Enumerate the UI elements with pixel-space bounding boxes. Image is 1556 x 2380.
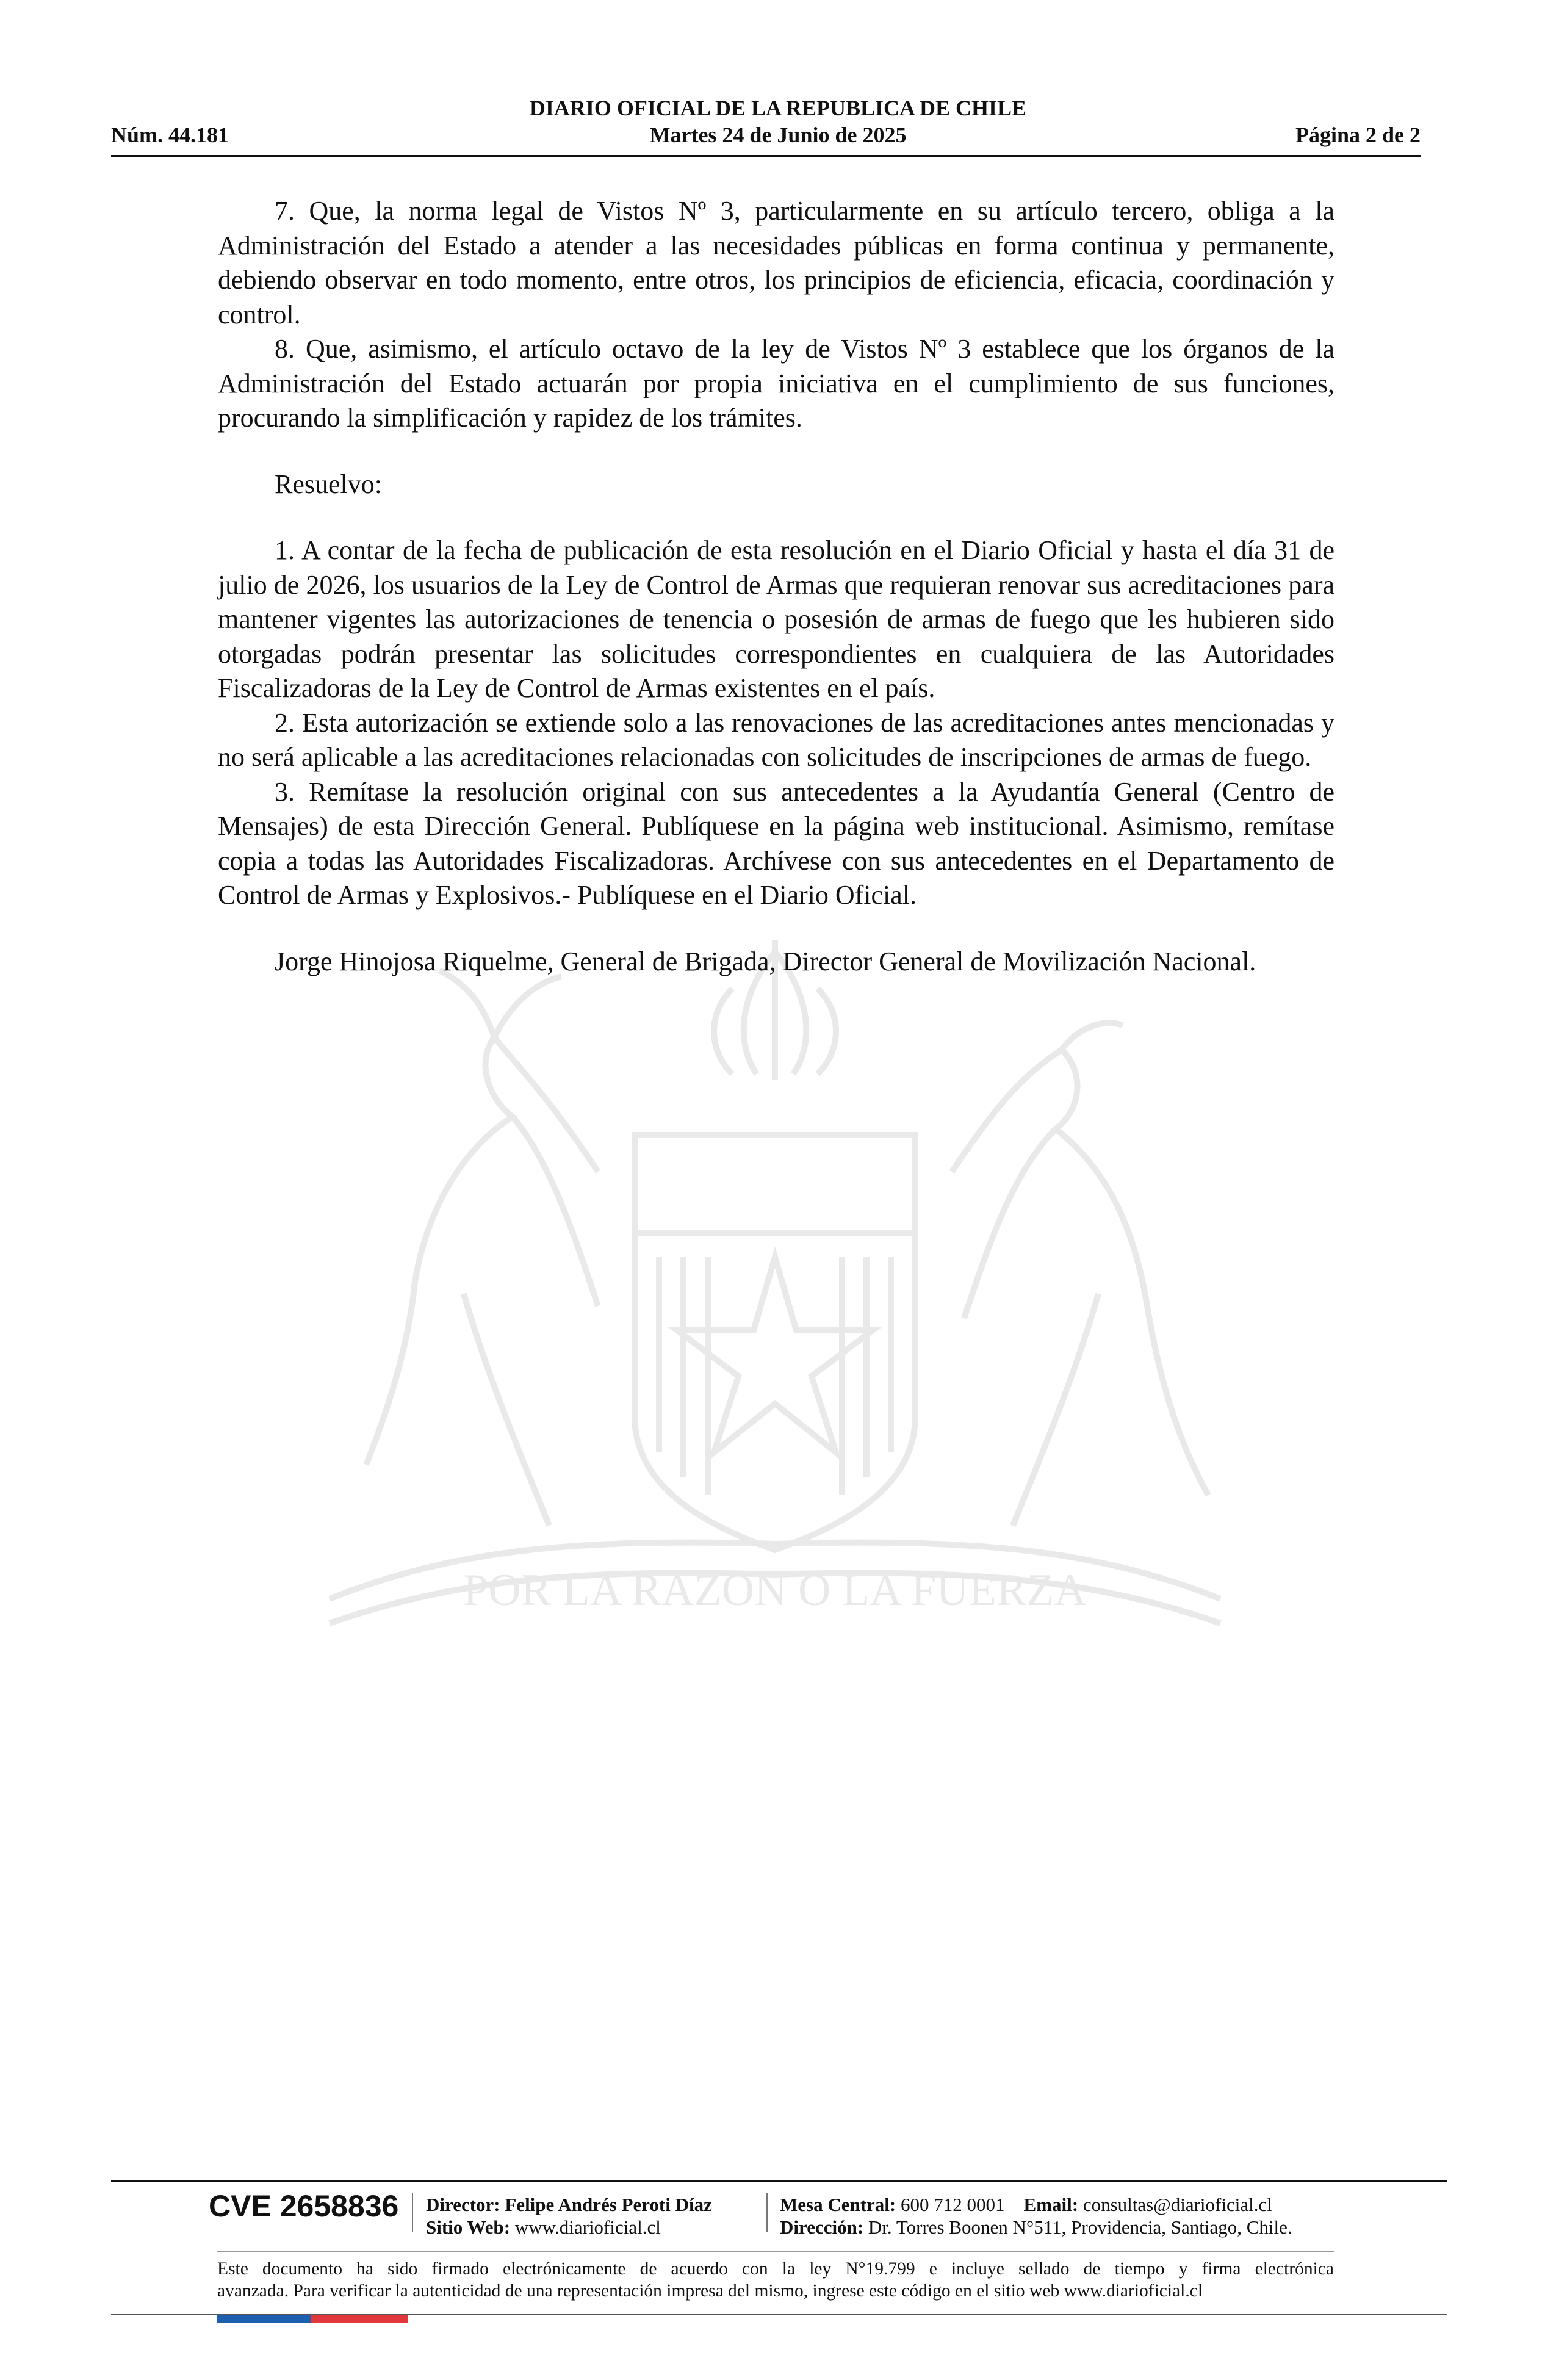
considerando-8: 8. Que, asimismo, el artículo octavo de la ley de Vistos Nº 3 establece que los órganos de la Administración del Estado actuarán por propia iniciativa en el cumplimiento de sus funciones, procurando la simplificación y rapidez de los trámites. xyxy=(218,334,1334,433)
email-link[interactable]: consultas@diarioficial.cl xyxy=(1082,2194,1272,2215)
phone-number: 600 712 0001 xyxy=(901,2194,1005,2215)
header-title: DIARIO OFICIAL DE LA REPUBLICA DE CHILE xyxy=(529,96,1027,120)
web-label: Sitio Web: xyxy=(426,2216,511,2238)
phone-label: Mesa Central: xyxy=(780,2194,896,2215)
email-label: Email: xyxy=(1023,2194,1079,2215)
flag-stripe-red xyxy=(311,2315,408,2323)
director-label: Director: xyxy=(426,2194,500,2215)
footer-director-block xyxy=(426,2193,712,2238)
resolution-2: 2. Esta autorización se extiende solo a las renovaciones de las acreditaciones antes mencionadas y no será aplicable a las acreditaciones relacionadas con solicitudes de inscripciones de armas de fuego. xyxy=(218,707,1334,772)
address-label: Dirección: xyxy=(780,2216,864,2238)
footer-divider-top xyxy=(111,2180,1447,2182)
seal-motto: POR LA RAZON O LA FUERZA xyxy=(463,1565,1087,1615)
footer-separator xyxy=(412,2193,413,2232)
issue-date: Martes 24 de Junio de 2025 xyxy=(649,123,907,147)
resolution-1: 1. A contar de la fecha de publicación de esta resolución en el Diario Oficial y hasta el día 31 de julio de 2026, los usuarios de la Ley de Control de Armas que requieran renovar sus acreditaciones para mantener vigentes las autorizaciones de tenencia o posesión de armas de fuego que les hubieren sido otorgadas podrán presentar las solicitudes correspondientes en cualquiera de las Autoridades Fiscalizadoras de la Ley de Control de Armas existentes en el país. xyxy=(218,535,1334,703)
signature-note-line-1: Este documento ha sido firmado electrónicamente de acuerdo con la ley N°19.799 e incluye sellado de tiempo y firma electrónica xyxy=(217,2259,1334,2279)
web-link[interactable]: www.diarioficial.cl xyxy=(514,2216,661,2238)
resolution-3: 3. Remítase la resolución original con sus antecedentes a la Ayudantía General (Centro de Mensajes) de esta Dirección General. Publíquese en la página web institucional. Asimismo, remítase copia a todas las Autoridades Fiscalizadoras. Archívese con sus antecedentes en el Departamento de Control de Armas y Explosivos.- Publíquese en el Diario Oficial. xyxy=(218,776,1334,910)
header-divider xyxy=(111,155,1421,157)
director-name: Felipe Andrés Peroti Díaz xyxy=(505,2194,712,2215)
considerando-7: 7. Que, la norma legal de Vistos Nº 3, particularmente en su artículo tercero, obliga a la Administración del Estado a atender a las necesidades públicas en forma continua y permanente, debiendo observar en todo momento, entre otros, los principios de eficiencia, eficacia, coordinación y control. xyxy=(218,196,1334,330)
document-body xyxy=(218,194,1334,979)
flag-stripe-blue xyxy=(217,2315,311,2323)
address: Dr. Torres Boonen N°511, Providencia, Santiago, Chile. xyxy=(868,2216,1292,2238)
signature: Jorge Hinojosa Riquelme, General de Brigada, Director General de Movilización Nacional. xyxy=(275,946,1256,976)
page-indicator: Página 2 de 2 xyxy=(1295,123,1421,147)
footer-contact-block xyxy=(780,2193,1292,2238)
footer-separator xyxy=(766,2193,768,2232)
coat-of-arms-watermark xyxy=(207,915,1342,1678)
footer-divider-mid xyxy=(217,2251,1334,2252)
cve-code: CVE 2658836 xyxy=(209,2189,399,2223)
signature-note-line-2: avanzada. Para verificar la autenticidad de una representación impresa del mismo, ingrese este código en el sitio web www.diarioficial.cl xyxy=(217,2281,1203,2301)
signature-note xyxy=(217,2258,1334,2302)
issue-number: Núm. 44.181 xyxy=(111,123,229,147)
resuelvo-label: Resuelvo: xyxy=(275,469,382,499)
